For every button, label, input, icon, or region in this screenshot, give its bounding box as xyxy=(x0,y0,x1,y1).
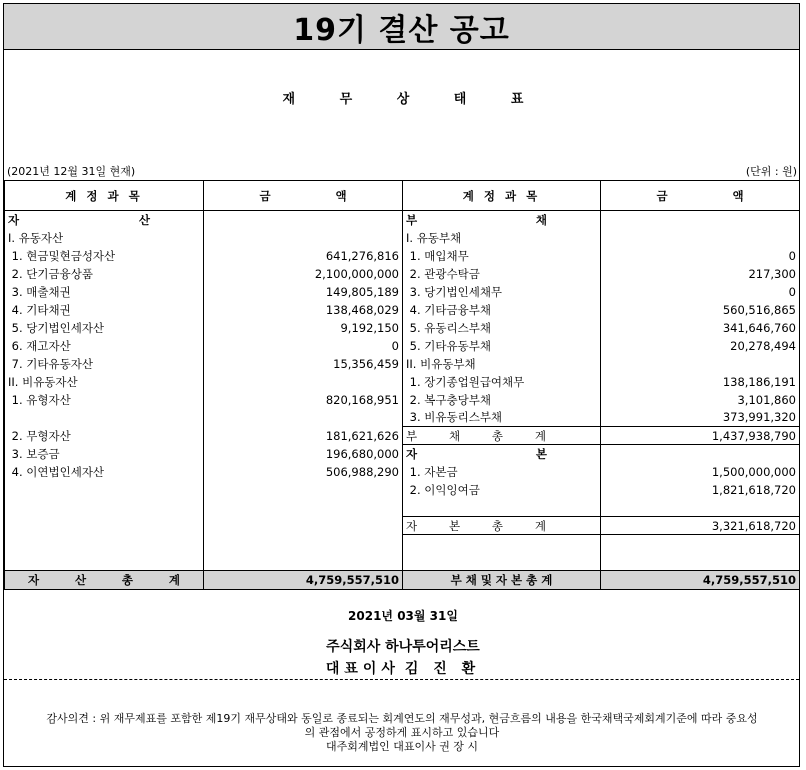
liability-amount-cell xyxy=(601,229,800,247)
liability-account-cell xyxy=(403,535,601,553)
asset-amount-cell: 820,168,951 xyxy=(204,391,403,409)
asset-amount-cell xyxy=(204,229,403,247)
table-row xyxy=(5,319,800,337)
liabilities-section-label: 부 채 xyxy=(403,211,601,229)
assets-total-label xyxy=(5,571,204,590)
asset-amount-cell: 149,805,189 xyxy=(204,283,403,301)
asset-account-cell xyxy=(5,481,204,499)
asset-account-cell: 4. 기타채권 xyxy=(5,301,204,319)
total-label-char: 계 xyxy=(534,518,546,533)
equity-section-label: 자 본 xyxy=(403,445,601,463)
statement-heading: 재 무 상 태 표 xyxy=(282,92,544,107)
company-name: 주식회사 하나투어리스트 xyxy=(326,639,480,655)
divider-dashed xyxy=(4,679,799,680)
table-row xyxy=(5,265,800,283)
asset-amount-cell: 0 xyxy=(204,337,403,355)
liability-amount-cell: 217,300 xyxy=(601,265,800,283)
liability-account-cell: 3. 당기법인세채무 xyxy=(403,283,601,301)
liability-amount-cell: 0 xyxy=(601,247,800,265)
liability-amount-cell: 138,186,191 xyxy=(601,373,800,391)
asset-amount-cell: 641,276,816 xyxy=(204,247,403,265)
table-row xyxy=(5,409,800,427)
audit-opinion-line: 의 관점에서 공정하게 표시하고 있습니다 xyxy=(304,726,500,739)
asset-account-cell: 3. 보증금 xyxy=(5,445,204,463)
liability-amount-cell: 20,278,494 xyxy=(601,337,800,355)
table-row xyxy=(5,553,800,571)
table-row xyxy=(5,337,800,355)
header-amount-right: 금 액 xyxy=(601,181,800,211)
liability-account-cell xyxy=(403,553,601,571)
total-label-char: 총 xyxy=(491,428,504,443)
liability-amount-cell xyxy=(601,553,800,571)
grand-total-row xyxy=(5,571,800,590)
equity-total-label xyxy=(403,517,601,535)
table-row xyxy=(5,229,800,247)
section-row xyxy=(5,211,800,229)
liability-amount-cell xyxy=(601,445,800,463)
table-header-row xyxy=(5,181,800,211)
total-label-char: 계 xyxy=(534,428,546,443)
asset-account-cell: 7. 기타유동자산 xyxy=(5,355,204,373)
asset-account-cell: II. 비유동자산 xyxy=(5,373,204,391)
liability-amount-cell: 373,991,320 xyxy=(601,409,800,427)
equity-total-amount: 3,321,618,720 xyxy=(601,517,800,535)
asset-account-cell xyxy=(5,409,204,427)
liability-account-cell: 5. 유동리스부채 xyxy=(403,319,601,337)
asset-account-cell: I. 유동자산 xyxy=(5,229,204,247)
page-title: 19기 결산 공고 xyxy=(4,4,799,50)
liability-amount-cell: 560,516,865 xyxy=(601,301,800,319)
asset-amount-cell: 196,680,000 xyxy=(204,445,403,463)
table-row xyxy=(5,517,800,535)
asset-amount-cell xyxy=(204,481,403,499)
total-label-char: 총 xyxy=(121,573,134,587)
table-row xyxy=(5,427,800,445)
ceo-title: 대표이사 xyxy=(325,661,400,677)
total-label-char: 산 xyxy=(74,573,87,587)
asset-amount-cell: 9,192,150 xyxy=(204,319,403,337)
table-row xyxy=(5,373,800,391)
liability-amount-cell xyxy=(601,535,800,553)
ceo-name: 김 진 환 xyxy=(404,661,481,677)
header-account-left: 계 정 과 목 xyxy=(5,181,204,211)
asset-account-cell xyxy=(5,517,204,535)
liability-account-cell: I. 유동부채 xyxy=(403,229,601,247)
asset-account-cell: 3. 매출채권 xyxy=(5,283,204,301)
asset-account-cell: 2. 무형자산 xyxy=(5,427,204,445)
asset-account-cell xyxy=(5,499,204,517)
header-account-right: 계 정 과 목 xyxy=(403,181,601,211)
asset-account-cell: 1. 유형자산 xyxy=(5,391,204,409)
audit-opinion xyxy=(8,712,796,754)
table-row xyxy=(5,535,800,553)
unit-label: (단위 : 원) xyxy=(745,165,797,178)
liability-account-cell: 4. 기타금융부채 xyxy=(403,301,601,319)
asset-amount-cell xyxy=(204,373,403,391)
liability-amount-cell: 1,500,000,000 xyxy=(601,463,800,481)
total-label-char: 채 xyxy=(448,428,461,443)
asset-amount-cell: 181,621,626 xyxy=(204,427,403,445)
header-amount-left: 금 액 xyxy=(204,181,403,211)
ceo-line xyxy=(0,658,806,678)
table-row xyxy=(5,247,800,265)
auditor-signature: 대주회계법인 대표이사 권 장 시 xyxy=(325,740,479,753)
liability-amount-cell: 3,101,860 xyxy=(601,391,800,409)
liability-account-cell: II. 비유동부채 xyxy=(403,355,601,373)
liability-amount-cell: 341,646,760 xyxy=(601,319,800,337)
asset-amount-cell: 2,100,000,000 xyxy=(204,265,403,283)
asset-amount-cell xyxy=(204,517,403,535)
asset-account-cell: 4. 이연법인세자산 xyxy=(5,463,204,481)
liability-account-cell xyxy=(403,499,601,517)
asset-account-cell xyxy=(5,535,204,553)
asset-amount-cell: 506,988,290 xyxy=(204,463,403,481)
asset-amount-cell xyxy=(204,409,403,427)
table-row xyxy=(5,463,800,481)
total-label-char: 부 xyxy=(406,428,418,443)
balance-sheet-table xyxy=(4,180,800,590)
total-label-char: 계 xyxy=(168,573,180,587)
liability-account-cell: 1. 자본금 xyxy=(403,463,601,481)
liability-account-cell: 1. 장기종업원급여채무 xyxy=(403,373,601,391)
total-label-char: 자 xyxy=(28,573,40,587)
asset-amount-cell xyxy=(204,553,403,571)
as-of-date: (2021년 12월 31일 현재) xyxy=(7,165,136,178)
liabilities-equity-total-amount: 4,759,557,510 xyxy=(601,571,800,590)
table-row xyxy=(5,499,800,517)
asset-amount-cell: 138,468,029 xyxy=(204,301,403,319)
table-row xyxy=(5,391,800,409)
liability-amount-cell xyxy=(601,355,800,373)
liability-amount-cell xyxy=(601,499,800,517)
table-row xyxy=(5,481,800,499)
asset-account-cell xyxy=(5,553,204,571)
total-label-char: 총 xyxy=(491,518,504,533)
asset-account-cell: 2. 단기금융상품 xyxy=(5,265,204,283)
liabilities-equity-total-label: 부 채 및 자 본 총 계 xyxy=(403,571,601,590)
asset-amount-cell xyxy=(204,535,403,553)
liability-account-cell: 5. 기타유동부채 xyxy=(403,337,601,355)
asset-account-cell: 5. 당기법인세자산 xyxy=(5,319,204,337)
asset-amount-cell xyxy=(204,499,403,517)
liability-account-cell: 2. 관광수탁금 xyxy=(403,265,601,283)
asset-amount-cell: 15,356,459 xyxy=(204,355,403,373)
liability-amount-cell: 1,821,618,720 xyxy=(601,481,800,499)
table-row xyxy=(5,283,800,301)
table-row xyxy=(5,301,800,319)
table-row xyxy=(5,445,800,463)
audit-opinion-line: 감사의견 : 위 재무제표를 포함한 제19기 재무상태와 동일로 종료되는 회계연도의 재무성과, 현금흐름의 내용을 한국채택국제회계기준에 따라 중요성 xyxy=(46,712,758,725)
asset-account-cell: 1. 현금및현금성자산 xyxy=(5,247,204,265)
table-row xyxy=(5,355,800,373)
asset-account-cell: 6. 재고자산 xyxy=(5,337,204,355)
liability-amount-cell: 0 xyxy=(601,283,800,301)
liability-account-cell: 2. 이익잉여금 xyxy=(403,481,601,499)
liabilities-total-label xyxy=(403,427,601,445)
liabilities-total-amount: 1,437,938,790 xyxy=(601,427,800,445)
assets-total-amount: 4,759,557,510 xyxy=(204,571,403,590)
liability-account-cell: 2. 복구충당부채 xyxy=(403,391,601,409)
total-label-char: 본 xyxy=(448,518,461,533)
liability-account-cell: 1. 매입채무 xyxy=(403,247,601,265)
assets-section-label: 자 산 xyxy=(5,211,204,229)
liability-account-cell: 3. 비유동리스부채 xyxy=(403,409,601,427)
total-label-char: 자 xyxy=(406,518,418,533)
announcement-date: 2021년 03월 31일 xyxy=(348,609,458,623)
